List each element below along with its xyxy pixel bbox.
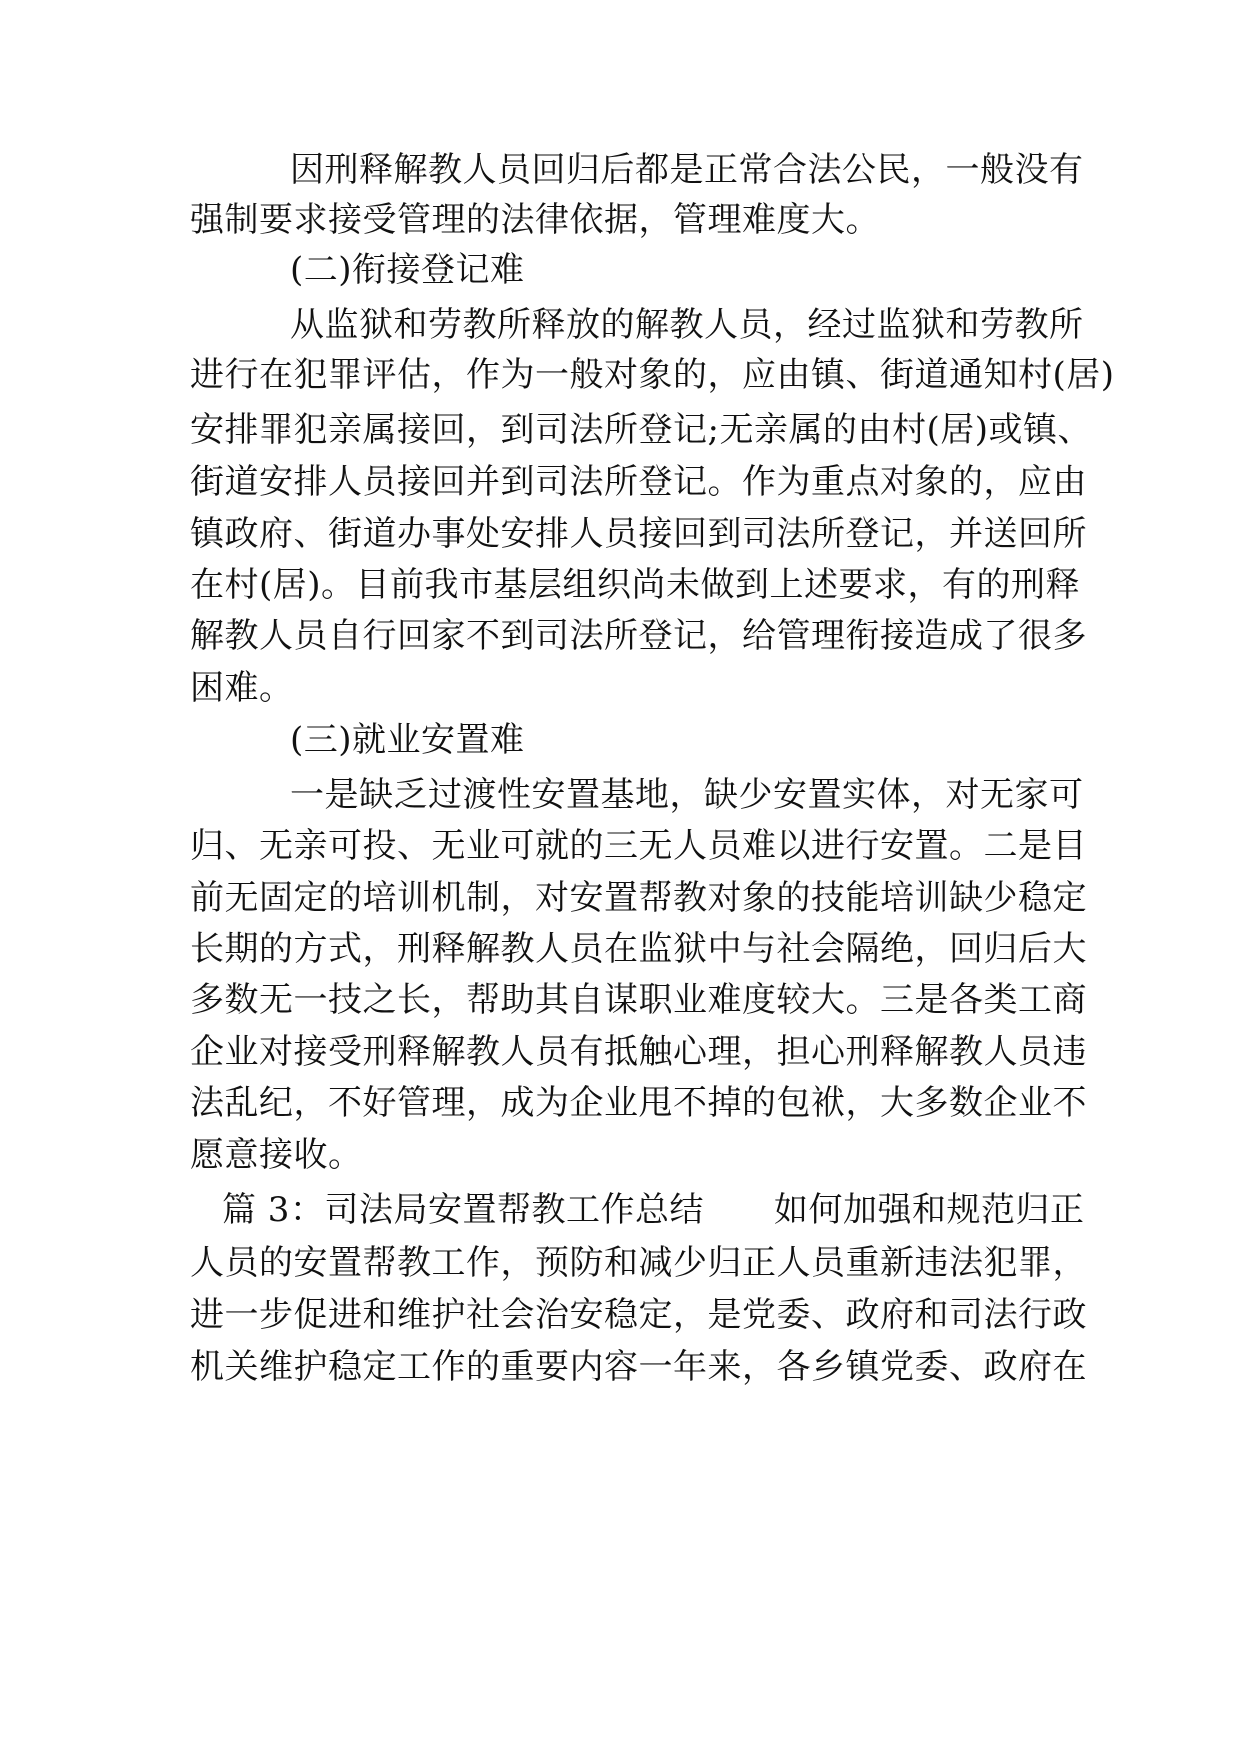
paragraph-line: 街道安排人员接回并到司法所登记。作为重点对象的，应由 bbox=[190, 462, 1087, 502]
paragraph-line: 从监狱和劳教所释放的解教人员，经过监狱和劳教所 bbox=[290, 305, 1084, 345]
paragraph-line: 在村(居)。目前我市基层组织尚未做到上述要求，有的刑释 bbox=[190, 565, 1081, 605]
paragraph-line: 因刑释解教人员回归后都是正常合法公民，一般没有 bbox=[290, 150, 1084, 190]
paragraph-line: 强制要求接受管理的法律依据，管理难度大。 bbox=[190, 200, 880, 240]
paragraph-line: 安排罪犯亲属接回，到司法所登记;无亲属的由村(居)或镇、 bbox=[190, 410, 1092, 450]
paragraph-line: 如何加强和规范归正 bbox=[773, 1190, 1085, 1230]
paragraph-line: 法乱纪，不好管理，成为企业甩不掉的包袱，大多数企业不 bbox=[190, 1083, 1087, 1123]
paragraph-line: 人员的安置帮教工作，预防和减少归正人员重新违法犯罪， bbox=[190, 1243, 1087, 1283]
paragraph-line: 进一步促进和维护社会治安稳定，是党委、政府和司法行政 bbox=[190, 1295, 1087, 1335]
section-heading: (三)就业安置难 bbox=[290, 720, 525, 760]
paragraph-line: 机关维护稳定工作的重要内容一年来，各乡镇党委、政府在 bbox=[190, 1347, 1087, 1387]
paragraph-line: 镇政府、街道办事处安排人员接回到司法所登记，并送回所 bbox=[190, 514, 1087, 554]
paragraph-line: 一是缺乏过渡性安置基地，缺少安置实体，对无家可 bbox=[290, 775, 1084, 815]
paragraph-line: 前无固定的培训机制，对安置帮教对象的技能培训缺少稳定 bbox=[190, 878, 1087, 918]
paragraph-line: 企业对接受刑释解教人员有抵触心理，担心刑释解教人员违 bbox=[190, 1032, 1087, 1072]
paragraph-line: 进行在犯罪评估，作为一般对象的，应由镇、街道通知村(居) bbox=[190, 355, 1115, 395]
section-heading: (二)衔接登记难 bbox=[290, 250, 525, 290]
paragraph-line: 归、无亲可投、无业可就的三无人员难以进行安置。二是目 bbox=[190, 826, 1087, 866]
paragraph-line: 长期的方式，刑释解教人员在监狱中与社会隔绝，回归后大 bbox=[190, 929, 1087, 969]
paragraph-line: 困难。 bbox=[190, 668, 294, 708]
paragraph-line: 解教人员自行回家不到司法所登记，给管理衔接造成了很多 bbox=[190, 616, 1087, 656]
article-title: 篇 3：司法局安置帮教工作总结 bbox=[222, 1190, 704, 1230]
paragraph-line: 多数无一技之长，帮助其自谋职业难度较大。三是各类工商 bbox=[190, 980, 1087, 1020]
paragraph-line: 愿意接收。 bbox=[190, 1135, 363, 1175]
article-title-line bbox=[222, 1190, 1084, 1230]
